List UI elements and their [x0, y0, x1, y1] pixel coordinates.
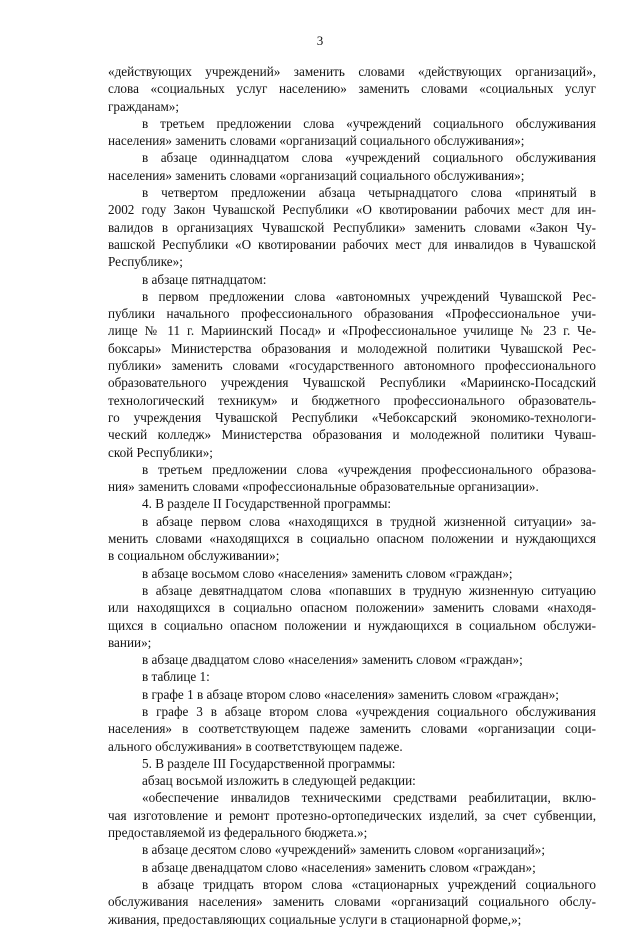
text-line: населения» заменить словами «организаций социального обслуживания»;	[108, 167, 525, 183]
text-line: вашской Республики «О квотировании рабочих мест для инвалидов в Чувашской	[108, 236, 596, 252]
text-line: образовательного учреждения Чувашской Республики «Мариинско-Посадский	[108, 375, 596, 391]
text-line: абзац восьмой изложить в следующей редакции:	[142, 773, 416, 789]
text-line: населения» в соответствующем падеже заменить словами «организации соци-	[108, 721, 596, 737]
text-line: в абзаце восьмом слово «населения» заменить словом «граждан»;	[142, 565, 513, 581]
text-line: в абзаце двенадцатом слово «населения» заменить словом «граждан»;	[142, 859, 536, 875]
text-line: в третьем предложении слова «учреждения профессионального образова-	[142, 461, 596, 477]
text-line: в абзаце первом слова «находящихся в трудной жизненной ситуации» за-	[142, 513, 596, 529]
text-line: в абзаце десятом слово «учреждений» заменить словом «организаций»;	[142, 842, 546, 858]
text-line: «действующих учреждений» заменить словами «действующих организаций»,	[108, 64, 596, 79]
text-line: в первом предложении слова «автономных учреждений Чувашской Рес-	[142, 288, 596, 304]
text-line: публики начального профессионального образования «Профессиональное учи-	[108, 306, 596, 322]
text-line: в графе 1 в абзаце втором слово «населения» заменить словом «граждан»;	[142, 686, 559, 702]
text-line: ния» заменить словами «профессиональные образовательные организации».	[108, 479, 539, 495]
text-line: в абзаце одиннадцатом слова «учреждений социального обслуживания	[142, 150, 596, 166]
text-line: гражданам»;	[108, 98, 180, 114]
text-line: «обеспечение инвалидов техническими средствами реабилитации, вклю-	[142, 790, 596, 806]
text-line: валидов в организациях Чувашской Республики» заменить словами «Закон Чу-	[108, 219, 596, 235]
text-line: населения» заменить словами «организаций социального обслуживания»;	[108, 133, 525, 149]
text-line: ального обслуживания» в соответствующем падеже.	[108, 738, 403, 754]
text-line: ческий колледж» Министерства образования и молодежной политики Чуваш-	[108, 427, 596, 443]
text-line: в абзаце пятнадцатом:	[142, 271, 267, 287]
text-line: в абзаце девятнадцатом слова «попавших в трудную жизненную ситуацию	[142, 582, 596, 598]
page-number: 3	[316, 33, 324, 48]
text-line: лище № 11 г. Мариинский Посад» и «Профессиональное училище № 23 г. Че-	[108, 323, 596, 339]
text-line: предоставляемой из федерального бюджета.»;	[108, 825, 368, 841]
text-line: в абзаце тридцать втором слова «стационарных учреждений социального	[142, 876, 596, 892]
text-line: или находящихся в социально опасном положении» заменить словами «находя-	[108, 600, 596, 616]
text-line: вании»;	[108, 634, 152, 650]
text-line: живания, предоставляющих социальные услуги в стационарной форме,»;	[108, 911, 522, 927]
text-line: ской Республики»;	[108, 444, 213, 460]
text-line: обслуживания населения» заменить словами «организаций социального обслу-	[108, 894, 596, 910]
text-line: в четвертом предложении абзаца четырнадцатого слова «принятый в	[142, 185, 596, 201]
text-line: технологический техникум» и бюджетного профессионального образователь-	[108, 392, 596, 408]
text-line: 5. В разделе III Государственной программы:	[142, 755, 396, 771]
text-line: в таблице 1:	[142, 669, 210, 685]
text-line: Республике»;	[108, 254, 183, 270]
text-line: 2002 году Закон Чувашской Республики «О квотировании рабочих мест для ин-	[108, 202, 596, 218]
text-line: в социальном обслуживании»;	[108, 548, 280, 564]
text-line: в третьем предложении слова «учреждений социального обслуживания	[142, 115, 596, 131]
text-line: боксары» Министерства образования и молодежной политики Чувашской Рес-	[108, 340, 596, 356]
text-line: го учреждения Чувашской Республики «Чебоксарский экономико-технологи-	[108, 409, 596, 425]
text-line: слова «социальных услуг населению» заменить словами «социальных услуг	[108, 81, 596, 97]
text-line: в графе 3 в абзаце втором слова «учреждения социального обслуживания	[142, 703, 596, 719]
text-line: менить словами «находящихся в социально опасном положении и нуждающихся	[108, 531, 596, 547]
document-body	[108, 63, 596, 928]
text-line: щихся в социально опасном положении и нуждающихся в социальном обслужи-	[108, 617, 596, 633]
text-line: в абзаце двадцатом слово «населения» заменить словом «граждан»;	[142, 652, 523, 668]
text-line: публики» заменить словами «государственного автономного профессионального	[108, 358, 596, 374]
text-line: 4. В разделе II Государственной программы:	[142, 496, 392, 512]
text-line: чая изготовление и ремонт протезно-ортопедических изделий, за счет субвенции,	[108, 807, 596, 823]
